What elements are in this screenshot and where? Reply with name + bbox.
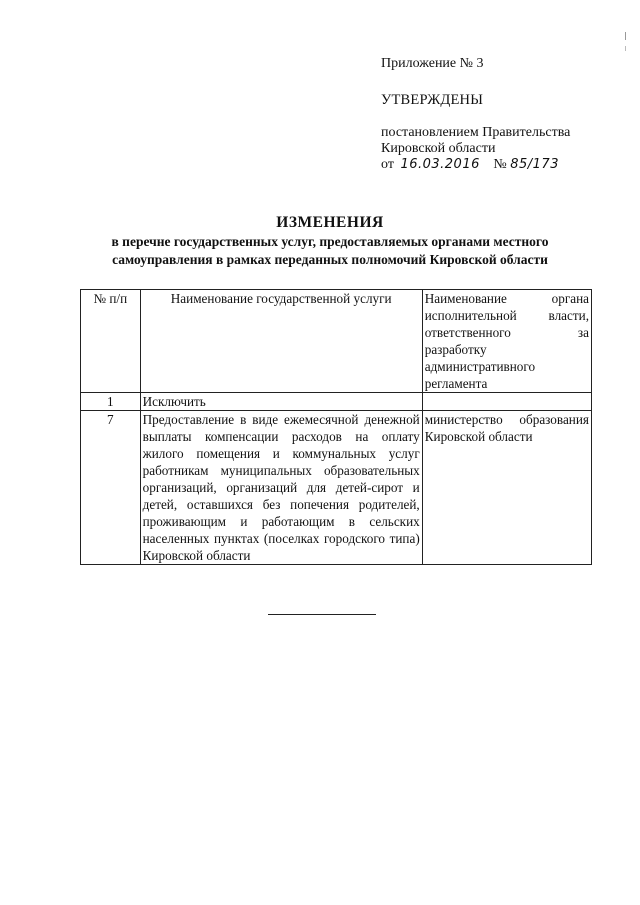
table-row xyxy=(81,393,592,411)
approved-label: УТВЕРЖДЕНЫ xyxy=(381,92,484,108)
row-responsible-org: министерство образования Кировской области xyxy=(422,411,591,565)
row-num: 7 xyxy=(81,411,141,565)
scan-edge-mark xyxy=(625,32,626,40)
subtitle-line-2: самоуправления в рамках переданных полномочий Кировской области xyxy=(112,251,548,267)
row-service-name: Исключить xyxy=(140,393,422,411)
decree-date-line xyxy=(381,157,621,173)
number-label: № xyxy=(493,157,507,172)
header-responsible-org: Наименование органа исполнительной власти, ответственного за разработку административного регламента xyxy=(422,290,591,393)
document-title: ИЗМЕНЕНИЯ xyxy=(276,214,384,231)
appendix-label: Приложение № 3 xyxy=(381,56,484,71)
approval-block xyxy=(381,56,621,173)
decree-line-2: Кировской области xyxy=(381,141,496,156)
document-subtitle xyxy=(60,233,600,268)
handwritten-date: 16.03.2016 xyxy=(400,157,480,172)
table-row xyxy=(81,411,592,565)
header-service-name: Наименование государственной услуги xyxy=(140,290,422,393)
closing-rule xyxy=(268,614,376,615)
subtitle-line-1: в перечне государственных услуг, предоставляемых органами местного xyxy=(111,234,549,249)
row-responsible-org xyxy=(422,393,591,411)
table-header-row xyxy=(81,290,592,393)
row-service-name: Предоставление в виде ежемесячной денежной выплаты компенсации расходов на оплату жилого помещения и коммунальных услуг работникам муниципальных образовательных организаций, организаций для детей-сирот и детей, оставшихся без попечения родителей, проживающим и работающим в сельских населенных пунктах (поселках городского типа) Кировской области xyxy=(140,411,422,565)
services-table xyxy=(80,289,592,565)
row-num: 1 xyxy=(81,393,141,411)
handwritten-number: 85/173 xyxy=(510,157,559,172)
from-label: от xyxy=(381,157,394,172)
scan-edge-mark xyxy=(625,46,626,51)
decree-line-1: постановлением Правительства xyxy=(381,125,571,140)
header-num: № п/п xyxy=(81,290,141,393)
